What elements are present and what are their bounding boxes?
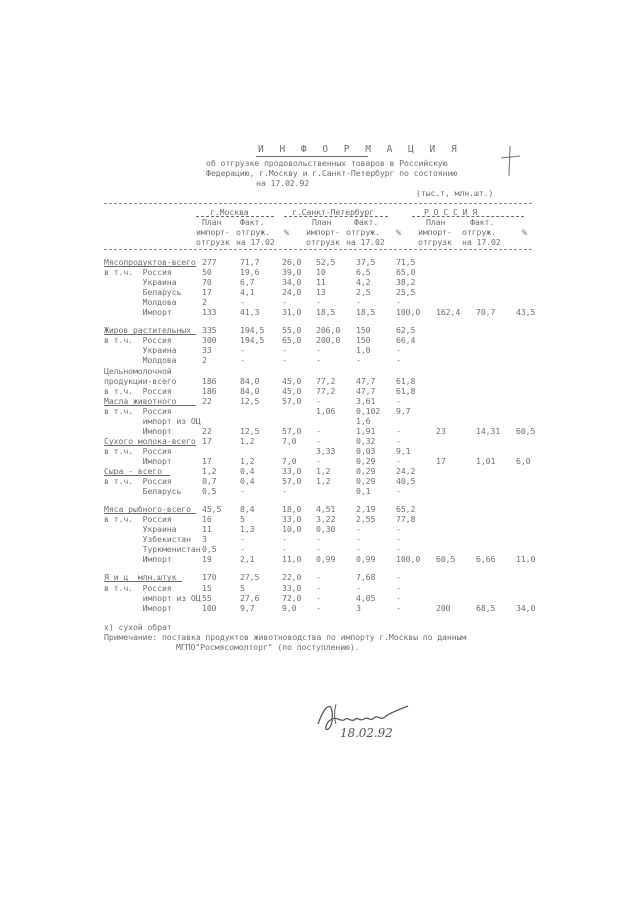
row-label: Импорт xyxy=(104,455,172,466)
table-cell: 133 xyxy=(202,307,217,318)
row-label: Импорт xyxy=(104,307,172,318)
table-cell: - xyxy=(240,534,245,545)
table-cell: 40,5 xyxy=(396,476,416,487)
table-cell: 2,19 xyxy=(356,504,376,515)
table-cell: 1,2 xyxy=(202,466,217,476)
table-cell: 200 xyxy=(436,602,451,613)
row-label: Мясопродуктов-всего xyxy=(104,257,196,267)
table-cell: 61,8 xyxy=(396,375,416,386)
table-cell: 1,2 xyxy=(316,466,331,476)
row-label: Импорт xyxy=(104,602,172,613)
row-label: Масла животного xyxy=(104,395,177,406)
table-cell: - xyxy=(396,544,401,555)
table-cell: 33,0 xyxy=(282,466,302,476)
table-cell: 4,51 xyxy=(316,504,336,515)
table-cell: 60,5 xyxy=(516,425,536,436)
row-label: Беларусь xyxy=(104,486,182,497)
table-cell: 6,0 xyxy=(516,455,531,466)
table-cell: - xyxy=(316,534,321,545)
table-cell: - xyxy=(356,534,361,545)
table-cell: 27,5 xyxy=(240,572,260,583)
table-cell: 12,5 xyxy=(240,425,260,436)
table-cell: - xyxy=(316,592,321,603)
table-cell: 24,0 xyxy=(282,287,302,298)
table-cell: - xyxy=(316,572,321,583)
table-cell: 1,2 xyxy=(316,476,331,487)
table-cell: - xyxy=(396,297,401,308)
row-label: Мяса рыбного-всего xyxy=(104,504,191,515)
table-cell: 150 xyxy=(356,325,371,336)
table-cell: 45,0 xyxy=(282,385,302,396)
row-label: Жиров растительных xyxy=(104,325,191,336)
col-plan3-m: отгрузк xyxy=(196,237,230,247)
table-cell: - xyxy=(356,297,361,308)
col-fact-r: Факт. xyxy=(470,217,495,227)
table-cell: 17 xyxy=(436,455,446,466)
table-cell: 19,6 xyxy=(240,267,260,278)
table-cell: - xyxy=(316,582,321,593)
row-label: в т.ч. Россия xyxy=(104,385,172,396)
table-cell: 77,2 xyxy=(316,385,336,396)
table-cell: 0,29 xyxy=(356,466,376,476)
table-cell: 60,5 xyxy=(436,554,456,565)
table-cell: 13 xyxy=(316,287,326,298)
table-cell: 4,2 xyxy=(356,277,371,288)
table-cell: 0,30 xyxy=(316,524,336,535)
table-cell: 7,68 xyxy=(356,572,376,583)
col-fact-s: Факт. xyxy=(354,217,379,227)
table-cell: - xyxy=(240,345,245,356)
table-cell: - xyxy=(396,572,401,583)
col-pct-r: % xyxy=(522,227,527,237)
table-cell: 70,7 xyxy=(476,307,496,318)
table-cell: - xyxy=(240,544,245,555)
table-cell: - xyxy=(316,425,321,436)
table-cell: 6,66 xyxy=(476,554,496,565)
table-cell: 186 xyxy=(202,375,217,386)
table-cell: 22 xyxy=(202,425,212,436)
row-label: Узбекистан xyxy=(104,534,191,545)
table-cell: 0,102 xyxy=(356,405,381,416)
table-cell: - xyxy=(282,486,287,497)
table-cell: 84,0 xyxy=(240,385,260,396)
table-cell: 55,0 xyxy=(282,325,302,336)
table-cell: 22,0 xyxy=(282,572,302,583)
table-cell: 12,5 xyxy=(240,395,260,406)
table-cell: 0,03 xyxy=(356,445,376,456)
table-cell: - xyxy=(396,534,401,545)
table-cell: 31,0 xyxy=(282,307,302,318)
table-cell: 71,7 xyxy=(240,257,260,267)
table-cell: 10,0 xyxy=(282,524,302,535)
row-label: в т.ч. Россия xyxy=(104,267,172,278)
table-cell: 22 xyxy=(202,395,212,406)
table-cell: - xyxy=(356,544,361,555)
table-cell: 4,05 xyxy=(356,592,376,603)
table-cell: 200,0 xyxy=(316,335,341,346)
table-cell: 2,5 xyxy=(356,287,371,298)
table-cell: 65,2 xyxy=(396,504,416,515)
table-cell: 38,2 xyxy=(396,277,416,288)
table-cell: 18,5 xyxy=(316,307,336,318)
table-cell: 55 xyxy=(202,592,212,603)
table-cell: - xyxy=(316,345,321,356)
table-cell: 34,0 xyxy=(516,602,536,613)
table-cell: - xyxy=(240,297,245,308)
subtitle-line-1: об отгрузке продовольственных товаров в Российскую xyxy=(206,158,448,168)
row-label: Сухого молока-всего xyxy=(104,435,196,446)
table-cell: - xyxy=(316,455,321,466)
subtitle-line-3: на 17.02.92 xyxy=(256,178,310,188)
col-russia: Р О С С И Я xyxy=(424,207,478,217)
table-cell: 41,3 xyxy=(240,307,260,318)
table-cell: - xyxy=(240,355,245,366)
table-cell: 17 xyxy=(202,435,212,446)
table-cell: - xyxy=(316,435,321,446)
table-cell: 277 xyxy=(202,257,217,267)
table-cell: - xyxy=(396,582,401,593)
col-moscow: г.Москва xyxy=(210,207,249,217)
table-cell: - xyxy=(396,395,401,406)
row-label: в т.ч. Россия xyxy=(104,476,172,487)
table-cell: 100,0 xyxy=(396,554,421,565)
footnote-1: x) сухой обрат xyxy=(104,622,172,632)
table-cell: 0,29 xyxy=(356,476,376,487)
table-cell: 0,5 xyxy=(202,544,217,555)
table-cell: 4,1 xyxy=(240,287,255,298)
row-label: продукции-всего xyxy=(104,375,177,386)
table-cell: 65,0 xyxy=(396,267,416,278)
row-label: Молдова xyxy=(104,297,177,308)
table-cell: 1,06 xyxy=(316,405,336,416)
col-plan-s: План xyxy=(312,217,332,227)
table-cell: 1,2 xyxy=(240,435,255,446)
table-cell: 9,0 xyxy=(282,602,297,613)
table-cell: 57,0 xyxy=(282,395,302,406)
table-cell: 0,4 xyxy=(240,466,255,476)
title-underline xyxy=(256,156,368,157)
row-label: Молдова xyxy=(104,355,177,366)
table-cell: 206,0 xyxy=(316,325,341,336)
table-cell: 186 xyxy=(202,385,217,396)
table-cell: 9,7 xyxy=(240,602,255,613)
table-cell: 7,0 xyxy=(282,435,297,446)
table-cell: - xyxy=(396,455,401,466)
table-cell: 194,5 xyxy=(240,335,265,346)
table-cell: 71,5 xyxy=(396,257,416,267)
table-cell: 11,0 xyxy=(282,554,302,565)
table-cell: 6,7 xyxy=(240,277,255,288)
table-cell: 0,5 xyxy=(202,486,217,497)
col-spb: г.Санкт-Петербург xyxy=(292,207,375,217)
table-cell: 72,0 xyxy=(282,592,302,603)
table-cell: 0,1 xyxy=(356,486,371,497)
table-cell: 34,0 xyxy=(282,277,302,288)
row-label: Украина xyxy=(104,345,177,356)
table-cell: - xyxy=(396,355,401,366)
table-cell: - xyxy=(396,425,401,436)
col-fact-m: Факт. xyxy=(240,217,265,227)
footnote-2: Примечание: поставка продуктов животноводства по импорту г.Москвы по данным xyxy=(104,632,467,642)
row-label: импорт из ОЦ xyxy=(104,415,201,426)
table-cell: 3 xyxy=(356,602,361,613)
subtitle-line-2: Федерацию, г.Москву и г.Санкт-Петербург по состоянию xyxy=(206,168,458,178)
table-cell: - xyxy=(282,345,287,356)
table-cell: 335 xyxy=(202,325,217,336)
row-label: Я и ц млн.штук xyxy=(104,572,177,583)
table-cell: 5 xyxy=(240,582,245,593)
table-cell: 3,61 xyxy=(356,395,376,406)
table-cell: 0,7 xyxy=(202,476,217,487)
table-cell: 33,0 xyxy=(282,514,302,525)
table-cell: 57,0 xyxy=(282,425,302,436)
row-label: Импорт xyxy=(104,554,172,565)
table-cell: - xyxy=(396,435,401,446)
row-label: в т.ч. Россия xyxy=(104,514,172,525)
table-cell: 33 xyxy=(202,345,212,356)
row-label: Беларусь xyxy=(104,287,182,298)
table-cell: 2 xyxy=(202,355,207,366)
table-cell: 77,8 xyxy=(396,514,416,525)
row-label: в т.ч. Россия xyxy=(104,335,172,346)
table-cell: 0,29 xyxy=(356,455,376,466)
table-cell: - xyxy=(356,582,361,593)
table-cell: - xyxy=(396,524,401,535)
table-cell: 27,6 xyxy=(240,592,260,603)
table-cell: - xyxy=(282,534,287,545)
header-rule-top xyxy=(104,203,532,204)
table-cell: 11 xyxy=(316,277,326,288)
row-label: в т.ч. Россия xyxy=(104,582,172,593)
table-cell: 300 xyxy=(202,335,217,346)
table-cell: 6,5 xyxy=(356,267,371,278)
table-cell: 11,0 xyxy=(516,554,536,565)
table-cell: 150 xyxy=(356,335,371,346)
table-cell: 3,33 xyxy=(316,445,336,456)
table-cell: - xyxy=(396,486,401,497)
table-cell: 2,1 xyxy=(240,554,255,565)
header-rule-bottom xyxy=(104,249,532,250)
table-cell: - xyxy=(356,524,361,535)
col-plan-r: План xyxy=(426,217,446,227)
table-cell: - xyxy=(316,355,321,366)
col-plan2-m: импорт- xyxy=(196,227,230,237)
table-cell: - xyxy=(282,297,287,308)
table-cell: 50 xyxy=(202,267,212,278)
table-cell: 65,0 xyxy=(282,335,302,346)
table-cell: 70 xyxy=(202,277,212,288)
table-cell: 10 xyxy=(316,267,326,278)
table-cell: 57,0 xyxy=(282,476,302,487)
table-cell: 1,01 xyxy=(476,455,496,466)
col-fact2-s: отгруж. xyxy=(346,227,380,237)
table-cell: 17 xyxy=(202,287,212,298)
row-label: Импорт xyxy=(104,425,172,436)
table-cell: 23 xyxy=(436,425,446,436)
table-cell: 0,99 xyxy=(316,554,336,565)
table-cell: - xyxy=(282,355,287,366)
table-cell: 100 xyxy=(202,602,217,613)
table-cell: - xyxy=(240,486,245,497)
table-cell: 37,5 xyxy=(356,257,376,267)
col-plan2-r: импорт- xyxy=(418,227,452,237)
table-cell: 0,32 xyxy=(356,435,376,446)
col-fact3-s: на 17.02 xyxy=(346,237,385,247)
col-pct-m: % xyxy=(284,227,289,237)
table-cell: 14,31 xyxy=(476,425,501,436)
table-cell: 15 xyxy=(202,582,212,593)
units-note: (тыс.т, млн.шт.) xyxy=(416,188,494,198)
signature-date: 18.02.92 xyxy=(340,726,393,740)
table-cell: - xyxy=(356,355,361,366)
col-plan2-s: импорт- xyxy=(306,227,340,237)
row-label: в т.ч. Россия xyxy=(104,405,172,416)
table-cell: 1,0 xyxy=(356,345,371,356)
table-cell: 77,2 xyxy=(316,375,336,386)
table-cell: 162,4 xyxy=(436,307,461,318)
col-fact3-m: на 17.02 xyxy=(236,237,275,247)
col-fact3-r: на 17.02 xyxy=(462,237,501,247)
table-cell: 0,99 xyxy=(356,554,376,565)
table-cell: 19 xyxy=(202,554,212,565)
table-cell: 1,2 xyxy=(240,455,255,466)
table-cell: 61,8 xyxy=(396,385,416,396)
table-cell: 68,5 xyxy=(476,602,496,613)
col-pct-s: % xyxy=(396,227,401,237)
table-cell: 18,0 xyxy=(282,504,302,515)
table-cell: 45,0 xyxy=(282,375,302,386)
table-cell: 1,3 xyxy=(240,524,255,535)
table-cell: 7,0 xyxy=(282,455,297,466)
table-cell: - xyxy=(316,602,321,613)
table-cell: 9,1 xyxy=(396,445,411,456)
table-cell: 194,5 xyxy=(240,325,265,336)
table-cell: - xyxy=(396,592,401,603)
table-cell: 26,0 xyxy=(282,257,302,267)
table-cell: 5 xyxy=(240,514,245,525)
table-cell: 52,5 xyxy=(316,257,336,267)
table-cell: 43,5 xyxy=(516,307,536,318)
table-cell: - xyxy=(282,544,287,555)
table-cell: - xyxy=(396,345,401,356)
table-cell: - xyxy=(396,602,401,613)
table-cell: 18,5 xyxy=(356,307,376,318)
col-plan-m: План xyxy=(202,217,222,227)
table-cell: 100,0 xyxy=(396,307,421,318)
table-cell: 39,0 xyxy=(282,267,302,278)
table-cell: 2,55 xyxy=(356,514,376,525)
signature-icon xyxy=(308,692,428,752)
col-fact2-r: отгруж. xyxy=(462,227,496,237)
col-plan3-s: отгрузк xyxy=(306,237,340,247)
table-cell: 84,0 xyxy=(240,375,260,386)
col-fact2-m: отгруж. xyxy=(236,227,270,237)
table-cell: 47,7 xyxy=(356,385,376,396)
table-cell: 25,5 xyxy=(396,287,416,298)
row-label: импорт из ОЦ xyxy=(104,592,201,603)
cross-mark-icon xyxy=(498,144,522,178)
table-cell: 3 xyxy=(202,534,207,545)
row-label: Цельномолочной xyxy=(104,365,172,376)
table-cell: 16 xyxy=(202,514,212,525)
table-cell: 47,7 xyxy=(356,375,376,386)
table-cell: 1,91 xyxy=(356,425,376,436)
table-cell: 17 xyxy=(202,455,212,466)
table-cell: - xyxy=(316,297,321,308)
row-label: Туркменистан xyxy=(104,544,201,555)
table-cell: 11 xyxy=(202,524,212,535)
table-cell: - xyxy=(316,544,321,555)
table-cell: 45,5 xyxy=(202,504,222,515)
doc-title: И Н Ф О Р М А Ц И Я xyxy=(258,144,462,155)
table-cell: 24,2 xyxy=(396,466,416,476)
table-cell: 2 xyxy=(202,297,207,308)
table-cell: 3,22 xyxy=(316,514,336,525)
table-cell: 1,6 xyxy=(356,415,371,426)
table-cell: 170 xyxy=(202,572,217,583)
row-label: Украина xyxy=(104,277,177,288)
table-cell: 0,4 xyxy=(240,476,255,487)
table-cell: - xyxy=(316,395,321,406)
table-cell: 8,4 xyxy=(240,504,255,515)
table-cell: 9,7 xyxy=(396,405,411,416)
row-label: Сыра - всего xyxy=(104,466,162,476)
row-label: Украина xyxy=(104,524,177,535)
table-cell: 66,4 xyxy=(396,335,416,346)
table-cell: 33,0 xyxy=(282,582,302,593)
col-plan3-r: отгрузк xyxy=(418,237,452,247)
row-label: в т.ч. Россия xyxy=(104,445,172,456)
table-cell: 62,5 xyxy=(396,325,416,336)
footnote-3: МГПО"Росмясомолторг" (по поступлению). xyxy=(176,642,360,652)
